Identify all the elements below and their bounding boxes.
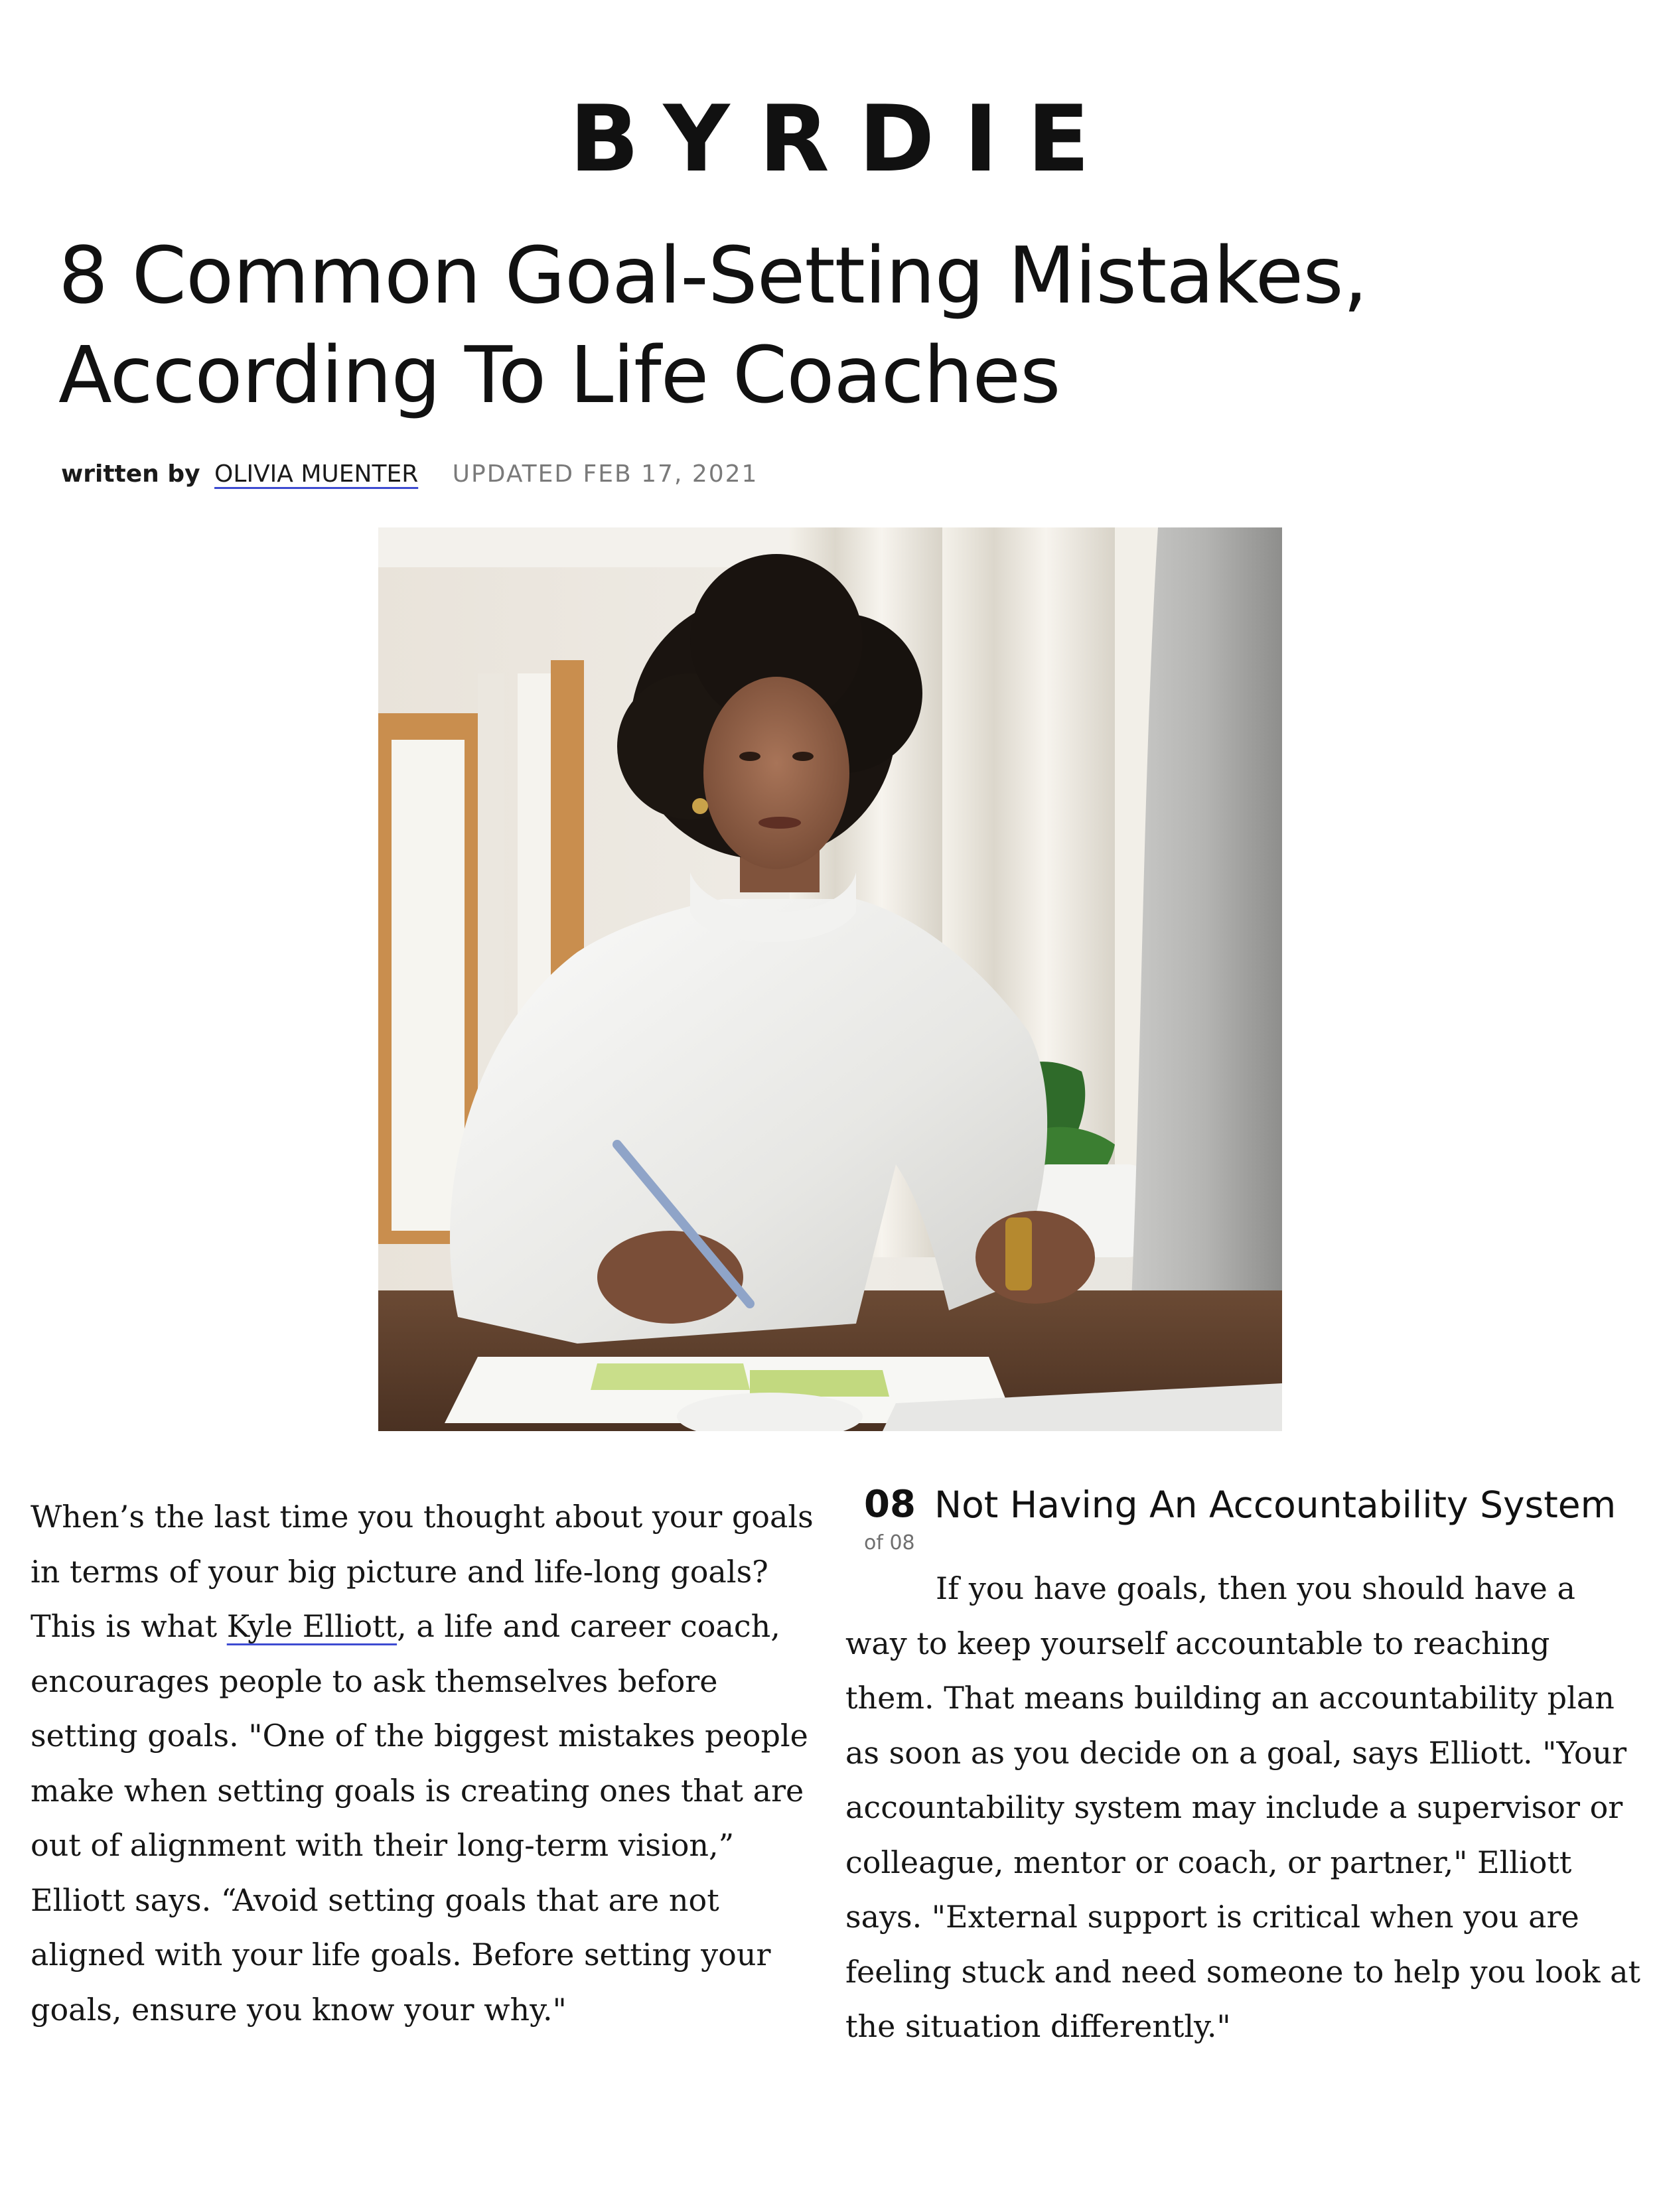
slide-body-paragraph: If you have goals, then you should have a way to keep yourself accountable to reaching them. That means building an accountability plan as soon as you decide on a goal, says Elliott. "Your accountability system may include a supervisor or colleague, mentor or coach, or partner," Elliott says. "External support is critical when you are feeling stuck and need someone to help you look at the situation differently." bbox=[845, 1570, 1640, 2044]
author-link[interactable]: OLIVIA MUENTER bbox=[214, 460, 419, 488]
slide-total: of 08 bbox=[864, 1531, 915, 1555]
kyle-elliott-link[interactable]: Kyle Elliott bbox=[226, 1608, 397, 1644]
article-title: 8 Common Goal-Setting Mistakes, According To Life Coaches bbox=[58, 230, 1368, 421]
site-logo[interactable]: BYRDIE bbox=[569, 86, 1119, 192]
hero-image bbox=[378, 527, 1282, 1431]
byline-prefix: written by bbox=[61, 460, 200, 488]
updated-date: UPDATED FEB 17, 2021 bbox=[452, 460, 758, 488]
byline bbox=[61, 458, 758, 491]
slide-number: 08 bbox=[864, 1483, 916, 1526]
slide-heading: Not Having An Accountability System bbox=[934, 1484, 1617, 1526]
intro-text-end: , a life and career coach, encourages people to ask themselves before setting goals. "One of the biggest mistakes people make when setting goals is creating ones that are out of alignment with their long-term vision,” Elliott says. “Avoid setting goals that are not aligned with your life goals. Before setting your goals, ensure you know your why." bbox=[31, 1608, 808, 2028]
intro-paragraph bbox=[31, 1489, 827, 2037]
intro-text-start: When’s the last time you thought about your goals in terms of your big picture and life-long goals? This is what bbox=[31, 1499, 814, 1644]
